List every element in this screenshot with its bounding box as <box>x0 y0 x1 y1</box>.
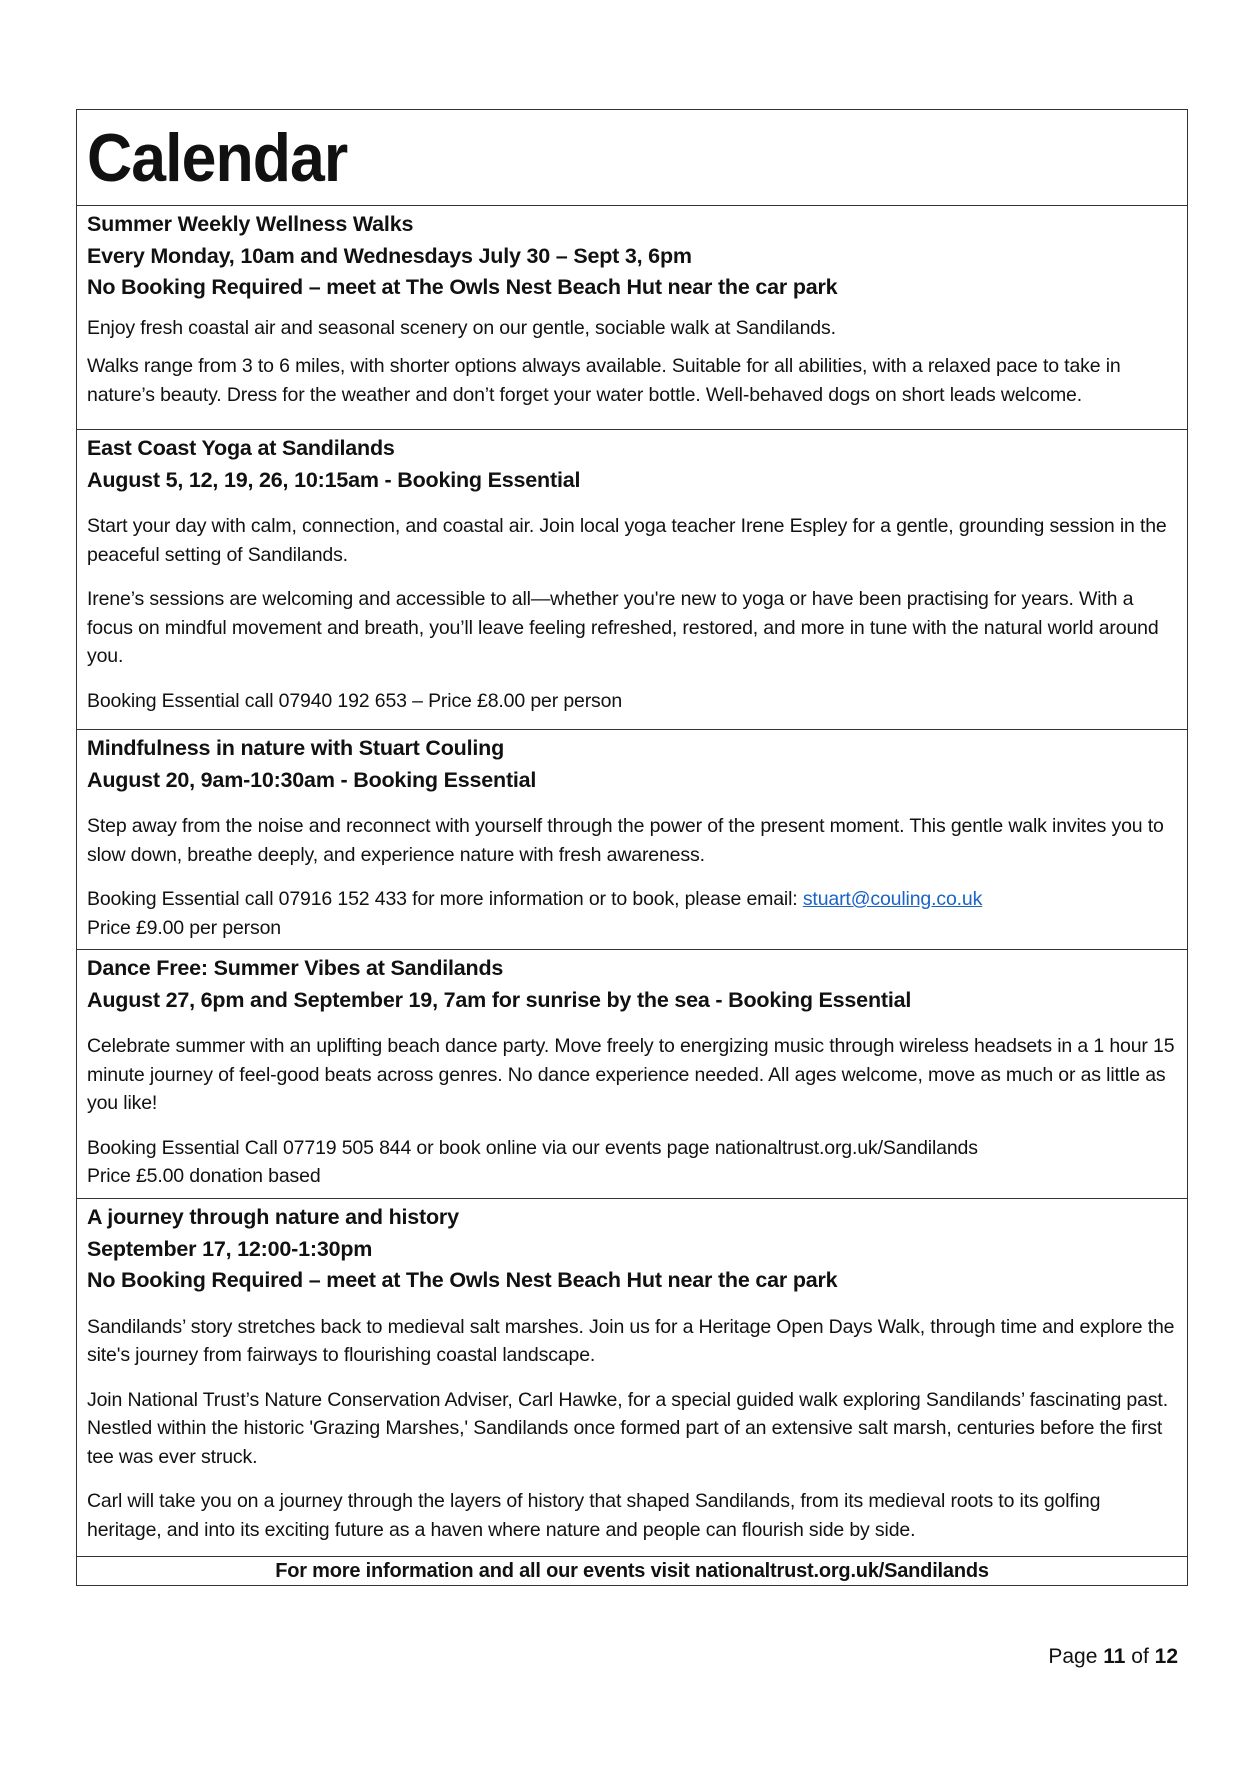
event-description: Start your day with calm, connection, and coastal air. Join local yoga teacher Irene Espley for a gentle, grounding session in the peaceful setting of Sandilands. <box>87 515 1167 566</box>
event-schedule: August 20, 9am-10:30am - Booking Essential <box>87 767 537 792</box>
event-wellness-walks <box>77 206 1187 430</box>
event-title: Summer Weekly Wellness Walks <box>87 212 414 236</box>
event-title: Dance Free: Summer Vibes at Sandilands <box>87 956 504 980</box>
event-description: Step away from the noise and reconnect with yourself through the power of the present moment. This gentle walk invites you to slow down, breathe deeply, and experience nature with fresh awareness. <box>87 815 1164 866</box>
event-title: A journey through nature and history <box>87 1205 459 1229</box>
event-title: East Coast Yoga at Sandilands <box>87 436 395 460</box>
event-nature-history <box>77 1199 1187 1557</box>
email-link[interactable]: stuart@couling.co.uk <box>802 888 983 910</box>
page-current: 11 <box>1103 1645 1126 1668</box>
footer-info: For more information and all our events visit nationaltrust.org.uk/Sandilands <box>275 1560 989 1582</box>
page-number <box>1048 1645 1178 1669</box>
event-title: Mindfulness in nature with Stuart Couling <box>87 736 505 760</box>
event-description: Walks range from 3 to 6 miles, with shorter options always available. Suitable for all abilities, with a relaxed pace to take in nature’s beauty. Dress for the weather and don’t forget your water bottle. Well-behaved dogs on short leads welcome. <box>87 355 1121 406</box>
page-title: Calendar <box>87 120 348 196</box>
event-description: Sandilands’ story stretches back to medieval salt marshes. Join us for a Heritage Open Days Walk, through time and explore the site's journey from fairways to flourishing coastal landscape. <box>87 1315 1175 1366</box>
event-schedule: August 5, 12, 19, 26, 10:15am - Booking Essential <box>87 467 581 492</box>
booking-text: Booking Essential call 07916 152 433 for more information or to book, please email: <box>87 888 803 910</box>
event-price: Price £9.00 per person <box>87 916 281 939</box>
event-price: Price £5.00 donation based <box>87 1165 321 1187</box>
event-booking-info <box>87 885 1177 914</box>
event-description: Enjoy fresh coastal air and seasonal scenery on our gentle, sociable walk at Sandilands. <box>87 316 836 339</box>
event-schedule: Every Monday, 10am and Wednesdays July 30 – Sept 3, 6pm <box>87 243 692 268</box>
event-dance-free <box>77 950 1187 1199</box>
calendar-table <box>76 109 1188 1586</box>
event-description: Join National Trust’s Nature Conservation Adviser, Carl Hawke, for a special guided walk exploring Sandilands’ fascinating past. Nestled within the historic 'Grazing Marshes,' Sandilands once formed part of an extensive salt marsh, centuries before the first tee was ever struck. <box>87 1388 1168 1468</box>
page-label: Page <box>1048 1645 1104 1668</box>
event-description: Carl will take you on a journey through the layers of history that shaped Sandilands, from its medieval roots to its golfing heritage, and into its exciting future as a haven where nature and people can flourish side by side. <box>87 1490 1101 1541</box>
event-booking-info: Booking Essential call 07940 192 653 – Price £8.00 per person <box>87 689 623 712</box>
event-schedule: September 17, 12:00-1:30pm <box>87 1236 373 1261</box>
event-booking-info: Booking Essential Call 07719 505 844 or book online via our events page nationaltrust.org.uk/Sandilands <box>87 1136 978 1159</box>
event-description: Celebrate summer with an uplifting beach dance party. Move freely to energizing music through wireless headsets in a 1 hour 15 minute journey of feel-good beats across genres. No dance experience needed. All ages welcome, move as much or as little as you like! <box>87 1035 1175 1114</box>
page-of-label: of <box>1125 1645 1155 1668</box>
event-east-coast-yoga <box>77 430 1187 730</box>
event-meeting-point: No Booking Required – meet at The Owls Nest Beach Hut near the car park <box>87 1268 838 1292</box>
event-meeting-point: No Booking Required – meet at The Owls Nest Beach Hut near the car park <box>87 275 838 299</box>
event-schedule: August 27, 6pm and September 19, 7am for sunrise by the sea - Booking Essential <box>87 987 912 1012</box>
event-description: Irene’s sessions are welcoming and accessible to all—whether you're new to yoga or have been practising for years. With a focus on mindful movement and breath, you’ll leave feeling refreshed, restored, and more in tune with the natural world around you. <box>87 588 1159 667</box>
page-total: 12 <box>1154 1645 1178 1668</box>
event-mindfulness <box>77 730 1187 950</box>
title-cell <box>77 110 1187 206</box>
